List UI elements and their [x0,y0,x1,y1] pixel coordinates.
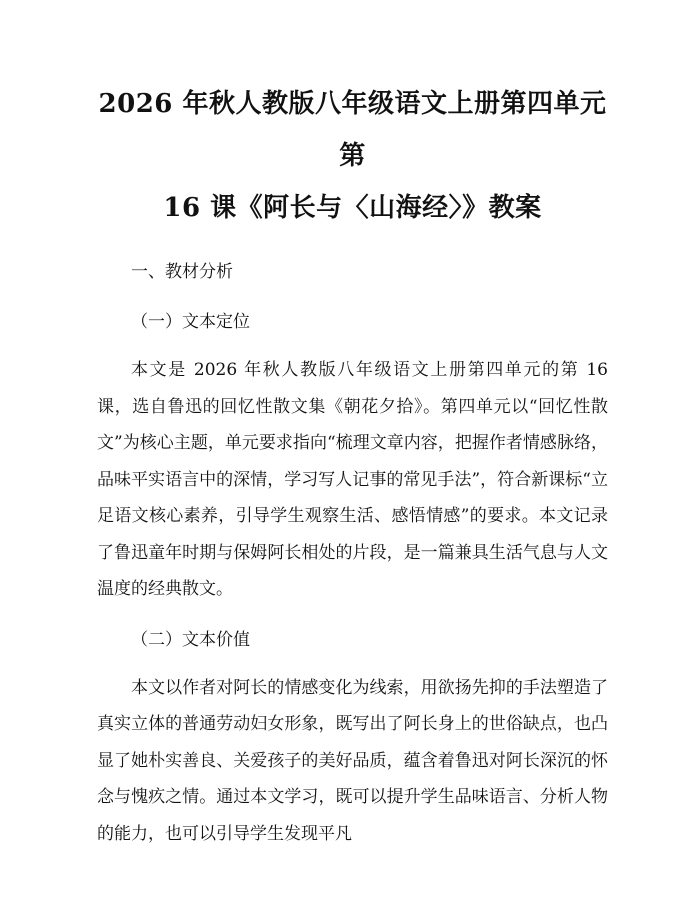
subsection-heading-text-positioning: （一）文本定位 [131,312,250,332]
document-title [97,78,608,234]
title-line-2: 16 课《阿长与〈山海经〉》教案 [163,193,542,223]
subsection-heading-text-value: （二）文本价值 [131,629,250,650]
section-heading-textbook-analysis: 一、教材分析 [131,262,233,282]
paragraph-text-value: 本文以作者对阿长的情感变化为线索，用欲扬先抑的手法塑造了真实立体的普通劳动妇女形象，既写出了阿长身上的世俗缺点，也凸显了她朴实善良、关爱孩子的美好品质，蕴含着鲁迅对阿长深沉的怀念与愧疚之情。通过本文学习，既可以提升学生品味语言、分析人物的能力，也可以引导学生发现平凡 [97,677,608,844]
paragraph-text-positioning: 本文是 2026 年秋人教版八年级语文上册第四单元的第 16 课，选自鲁迅的回忆性散文集《朝花夕拾》。第四单元以“回忆性散文”为核心主题，单元要求指向“梳理文章内容，把握作者情感脉络，品味平实语言中的深情，学习写人记事的常见手法”，符合新课标“立足语文核心素养，引导学生观察生活、感悟情感”的要求。本文记录了鲁迅童年时期与保姆阿长相处的片段，是一篇兼具生活气息与人文温度的经典散文。 [97,360,608,599]
title-line-1: 2026 年秋人教版八年级语文上册第四单元第 [98,89,607,171]
